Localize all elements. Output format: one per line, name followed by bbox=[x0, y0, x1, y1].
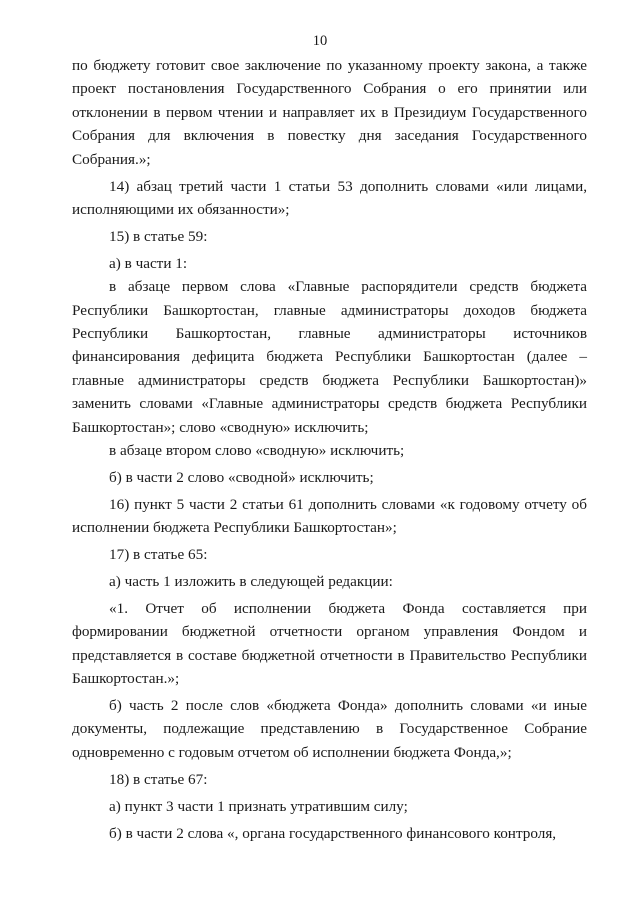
paragraph-item-15b: б) в части 2 слово «сводной» исключить; bbox=[109, 468, 374, 486]
paragraph-item-17: 17) в статье 65: bbox=[109, 546, 208, 564]
paragraph-item-15: 15) в статье 59: bbox=[109, 227, 208, 245]
page-number: 10 bbox=[312, 33, 328, 49]
paragraph-item-18a: а) пункт 3 части 1 признать утратившим силу; bbox=[109, 797, 408, 815]
paragraph-item-17b: б) часть 2 после слов «бюджета Фонда» дополнить словами «и иные документы, подлежащие представлению в Государственное Собрание одновременно с годовым отчетом об исполнении бюджета Фонда,»; bbox=[72, 697, 587, 761]
paragraph-item-15a: а) в части 1: bbox=[109, 254, 188, 272]
paragraph-item-18b: б) в части 2 слова «, органа государственного финансового контроля, bbox=[109, 824, 557, 842]
document-body bbox=[72, 54, 587, 845]
paragraph-item-14: 14) абзац третий части 1 статьи 53 дополнить словами «или лицами, исполняющими их обязанности»; bbox=[72, 177, 587, 218]
paragraph-item-17a-text: «1. Отчет об исполнении бюджета Фонда составляется при формировании бюджетной отчетности органом управления Фондом и представляется в составе бюджетной отчетности в Правительство Республики Башкортостан.»; bbox=[72, 599, 587, 688]
paragraph-item-15a-first-abzac: в абзаце первом слова «Главные распорядители средств бюджета Республики Башкортостан, главные администраторы доходов бюджета Республики Башкортостан, главные администраторы источников финансирования дефицита бюджета Республики Башкортостан (далее – главные администраторы средств бюджета Республики Башкортостан)» заменить словами «Главные администраторы средств бюджета Республики Башкортостан»; слово «сводную» исключить; bbox=[72, 278, 587, 436]
paragraph-item-17a: а) часть 1 изложить в следующей редакции: bbox=[109, 573, 393, 591]
paragraph-item-15a-second-abzac: в абзаце втором слово «сводную» исключить; bbox=[109, 442, 405, 459]
paragraph-item-18: 18) в статье 67: bbox=[109, 770, 208, 788]
paragraph-item-16: 16) пункт 5 части 2 статьи 61 дополнить словами «к годовому отчету об исполнении бюджета Республики Башкортостан»; bbox=[72, 495, 587, 537]
paragraph-continuation: по бюджету готовит свое заключение по указанному проекту закона, а также проект постановления Государственного Собрания о его принятии или отклонении в первом чтении и направляет их в Президиум Государственного Собрания для включения в повестку дня заседания Государственного Собрания.»; bbox=[72, 57, 587, 168]
